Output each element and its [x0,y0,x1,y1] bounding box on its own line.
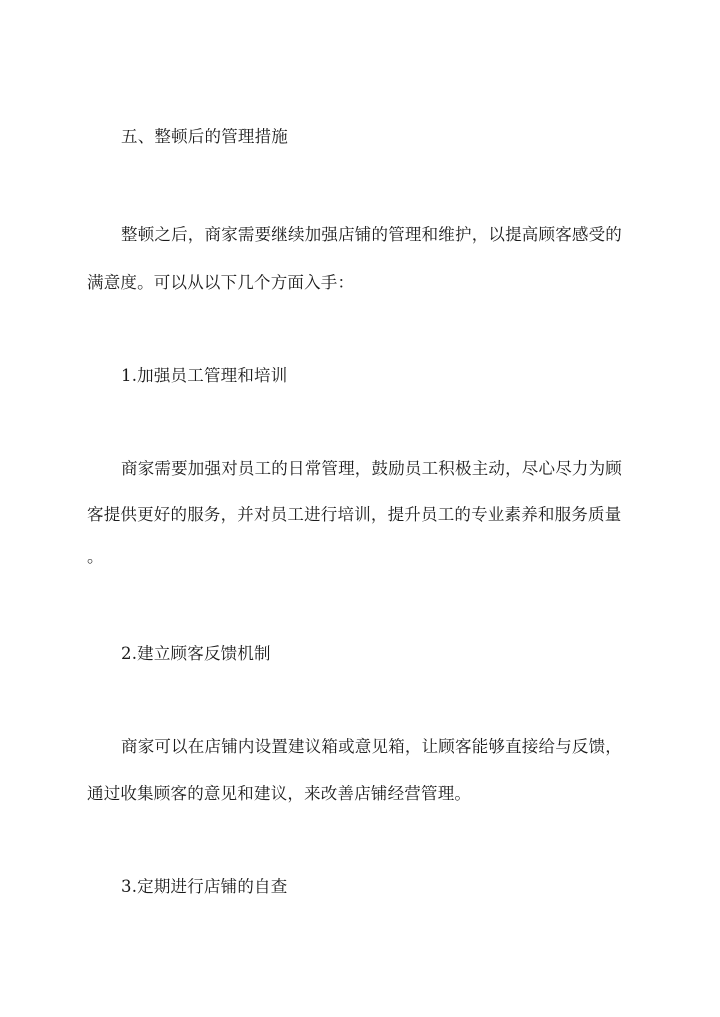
item-3-title: 3.定期进行店铺的自查 [121,877,288,896]
section-title: 五、整顿后的管理措施 [121,127,288,146]
item-2-title: 2.建立顾客反馈机制 [121,644,271,663]
item-1-paragraph-line-1: 商家需要加强对员工的日常管理，鼓励员工积极主动，尽心尽力为顾 [121,459,622,478]
item-2-paragraph-line-1: 商家可以在店铺内设置建议箱或意见箱，让顾客能够直接给与反馈， [121,737,622,756]
intro-paragraph-line-1: 整顿之后，商家需要继续加强店铺的管理和维护，以提高顾客感受的 [121,225,622,244]
item-1-paragraph-line-2: 客提供更好的服务，并对员工进行培训，提升员工的专业素养和服务质量 [87,505,622,524]
intro-paragraph-line-2: 满意度。可以从以下几个方面入手： [87,273,355,292]
item-2-paragraph-line-2: 通过收集顾客的意见和建议，来改善店铺经营管理。 [87,784,472,803]
item-1-title: 1.加强员工管理和培训 [121,366,288,385]
item-1-paragraph-line-3: 。 [87,547,104,566]
